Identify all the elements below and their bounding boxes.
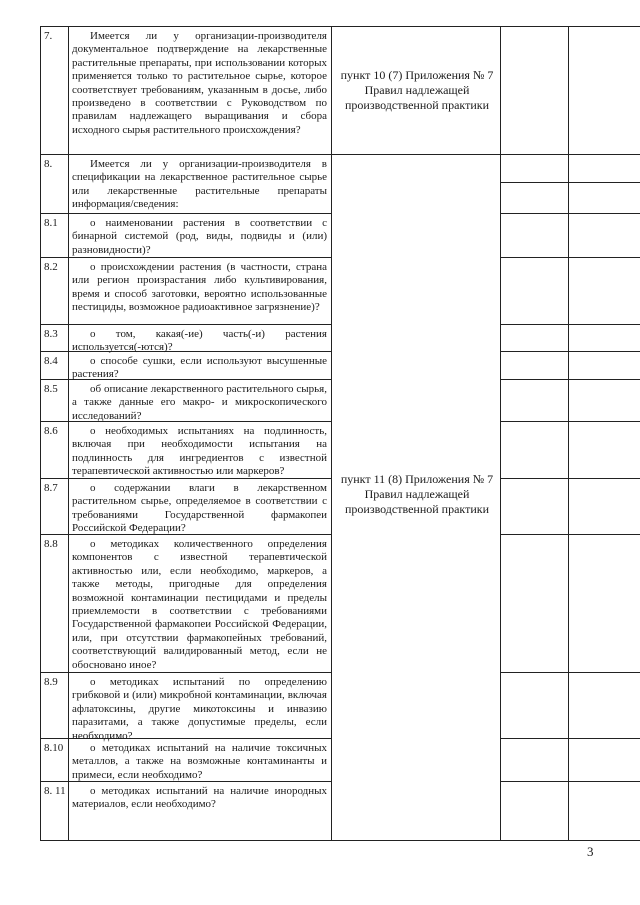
regulation-reference: пункт 11 (8) Приложения № 7 Правил надлежащей производственной практики — [340, 472, 494, 516]
table-bottom — [40, 840, 640, 841]
table-divider-note — [568, 26, 569, 840]
row-question: о методиках испытаний на наличие токсичных металлов, а также на возможные контаминанты и примеси, если необходимо? — [72, 742, 327, 781]
row-number: 8.2 — [44, 261, 58, 273]
row-number: 8. 11 — [44, 785, 66, 797]
row-line — [40, 154, 640, 155]
table-border-left — [40, 26, 41, 840]
row-number: 8.5 — [44, 383, 58, 395]
row-number: 8.3 — [44, 328, 58, 340]
row-number: 8.10 — [44, 742, 64, 754]
row-line — [500, 213, 640, 214]
row-line — [500, 257, 640, 258]
row-number: 8.6 — [44, 425, 58, 437]
row-question: о наименовании растения в соответствии с бинарной системой (род, виды, подвиды и (или) разновидности)? — [72, 217, 327, 256]
row-line — [500, 781, 640, 782]
row-line — [40, 672, 331, 673]
row-line — [500, 351, 640, 352]
row-line — [500, 324, 640, 325]
row-line — [500, 738, 640, 739]
regulation-reference: пункт 10 (7) Приложения № 7 Правил надлежащей производственной практики — [340, 68, 494, 112]
row-line — [40, 213, 331, 214]
row-question: о методиках количественного определения компонентов с известной терапевтической активностью или, если необходимо, маркеров, а также методы, пригодные для определения возможной контаминации пестицидами и пределы приемлемости в соответствии с требованиями Государственной фармакопеи Российской Федерации, или, при отсутствии фармакопейных требований, соответствующий валидированный метод, если не обосновано иное? — [72, 538, 327, 671]
row-question: о происхождении растения (в частности, страна или регион произрастания либо культивирования, время и способ заготовки, вероятно использованные пестициды, возможное радиоактивное загрязнение)? — [72, 261, 327, 314]
row-number: 7. — [44, 30, 53, 42]
row-question: Имеется ли у организации-производителя документальное подтверждение на лекарственные растительные препараты, при использовании которых применяется только то растительное сырье, которое соответствует требованиям, указанным в досье, либо произведено в соответствии с Руководством по правилам надлежащего выращивания и сбора исходного сырья растительного происхождения? — [72, 30, 327, 136]
row-line — [500, 534, 640, 535]
row-number: 8.7 — [44, 482, 58, 494]
page-number: 3 — [587, 844, 594, 859]
row-line — [500, 672, 640, 673]
row-number: 8.8 — [44, 538, 58, 550]
row-question: о содержании влаги в лекарственном растительном сырье, определяемое в соответствии с требованиями Государственной фармакопеи Российской Федерации? — [72, 482, 327, 535]
row-question: о методиках испытаний на наличие инородных материалов, если необходимо? — [72, 785, 327, 811]
row-question: об описание лекарственного растительного сырья, а также данные его макро- и микроскопического исследований? — [72, 383, 327, 422]
row-question: Имеется ли у организации-производителя в спецификации на лекарственное растительное сырье или лекарственные растительные препараты информация/сведения: — [72, 158, 327, 211]
row-line — [500, 182, 640, 183]
row-line — [500, 379, 640, 380]
row-number: 8.4 — [44, 355, 58, 367]
row-number: 8. — [44, 158, 53, 170]
table-divider-num — [68, 26, 69, 840]
row-number: 8.1 — [44, 217, 58, 229]
row-question: о том, какая(-ие) часть(-и) растения используется(-ются)? — [72, 328, 327, 354]
row-question: о методиках испытаний по определению грибковой и (или) микробной контаминации, включая афлатоксины, другие микотоксины и инвазию паразитами, а также допустимые пределы, если необходимо? — [72, 676, 327, 742]
row-line — [40, 324, 331, 325]
table-top — [40, 26, 640, 27]
row-line — [500, 478, 640, 479]
table-divider-ref — [331, 26, 332, 840]
row-question: о необходимых испытаниях на подлинность, включая при необходимости испытания на подлинность для ингредиентов с известной терапевтической активностью или маркеров? — [72, 425, 327, 478]
table-divider-mark — [500, 26, 501, 840]
row-line — [500, 421, 640, 422]
row-question: о способе сушки, если используют высушенные растения? — [72, 355, 327, 381]
row-number: 8.9 — [44, 676, 58, 688]
